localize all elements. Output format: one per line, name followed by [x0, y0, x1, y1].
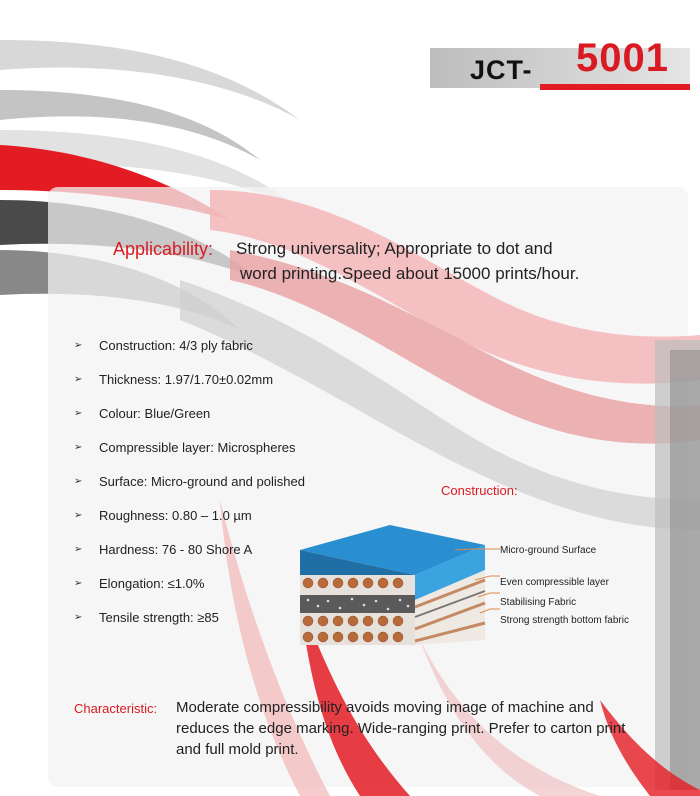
construction-diagram	[290, 505, 500, 650]
spec-item: ➢ Hardness: 76 - 80 Shore A	[74, 542, 253, 557]
layer-label-surface: Micro-ground Surface	[500, 545, 597, 556]
applicability-text-line2: word printing.Speed about 15000 prints/hour.	[240, 264, 580, 283]
spec-item: ➢ Surface: Micro-ground and polished	[74, 474, 305, 489]
characteristic-text: Moderate compressibility avoids moving image of machine and reduces the edge marking. Wide-ranging print. Prefer to carton print and full mold print.	[176, 699, 626, 758]
spec-item: ➢ Roughness: 0.80 – 1.0 µm	[74, 508, 252, 523]
applicability-text-line1: Strong universality; Appropriate to dot and	[236, 239, 553, 258]
spec-item: ➢ Colour: Blue/Green	[74, 406, 211, 421]
layer-label-bottom-fabric: Strong strength bottom fabric	[500, 615, 629, 626]
arrow-bullet-icon: ➢	[74, 408, 83, 419]
product-number: 5001	[576, 36, 669, 80]
spec-item: ➢ Construction: 4/3 ply fabric	[74, 338, 253, 353]
arrow-bullet-icon: ➢	[74, 544, 83, 555]
arrow-bullet-icon: ➢	[74, 476, 83, 487]
layer-label-compressible: Even compressible layer	[500, 577, 609, 588]
product-prefix: JCT-	[470, 55, 533, 85]
layer-label-stabilising: Stabilising Fabric	[500, 597, 577, 608]
arrow-bullet-icon: ➢	[74, 612, 83, 623]
applicability-label: Applicability:	[113, 239, 214, 259]
spec-item: ➢ Tensile strength: ≥85	[74, 610, 219, 625]
arrow-bullet-icon: ➢	[74, 510, 83, 521]
compressible-layer	[300, 595, 415, 613]
spec-item: ➢ Compressible layer: Microspheres	[74, 440, 296, 455]
spec-list	[74, 338, 305, 644]
spec-item: ➢ Elongation: ≤1.0%	[74, 576, 205, 591]
arrow-bullet-icon: ➢	[74, 340, 83, 351]
construction-label: Construction:	[441, 483, 518, 498]
arrow-bullet-icon: ➢	[74, 578, 83, 589]
characteristic-label: Characteristic:	[74, 701, 158, 716]
spec-item: ➢ Thickness: 1.97/1.70±0.02mm	[74, 372, 274, 387]
arrow-bullet-icon: ➢	[74, 374, 83, 385]
arrow-bullet-icon: ➢	[74, 442, 83, 453]
